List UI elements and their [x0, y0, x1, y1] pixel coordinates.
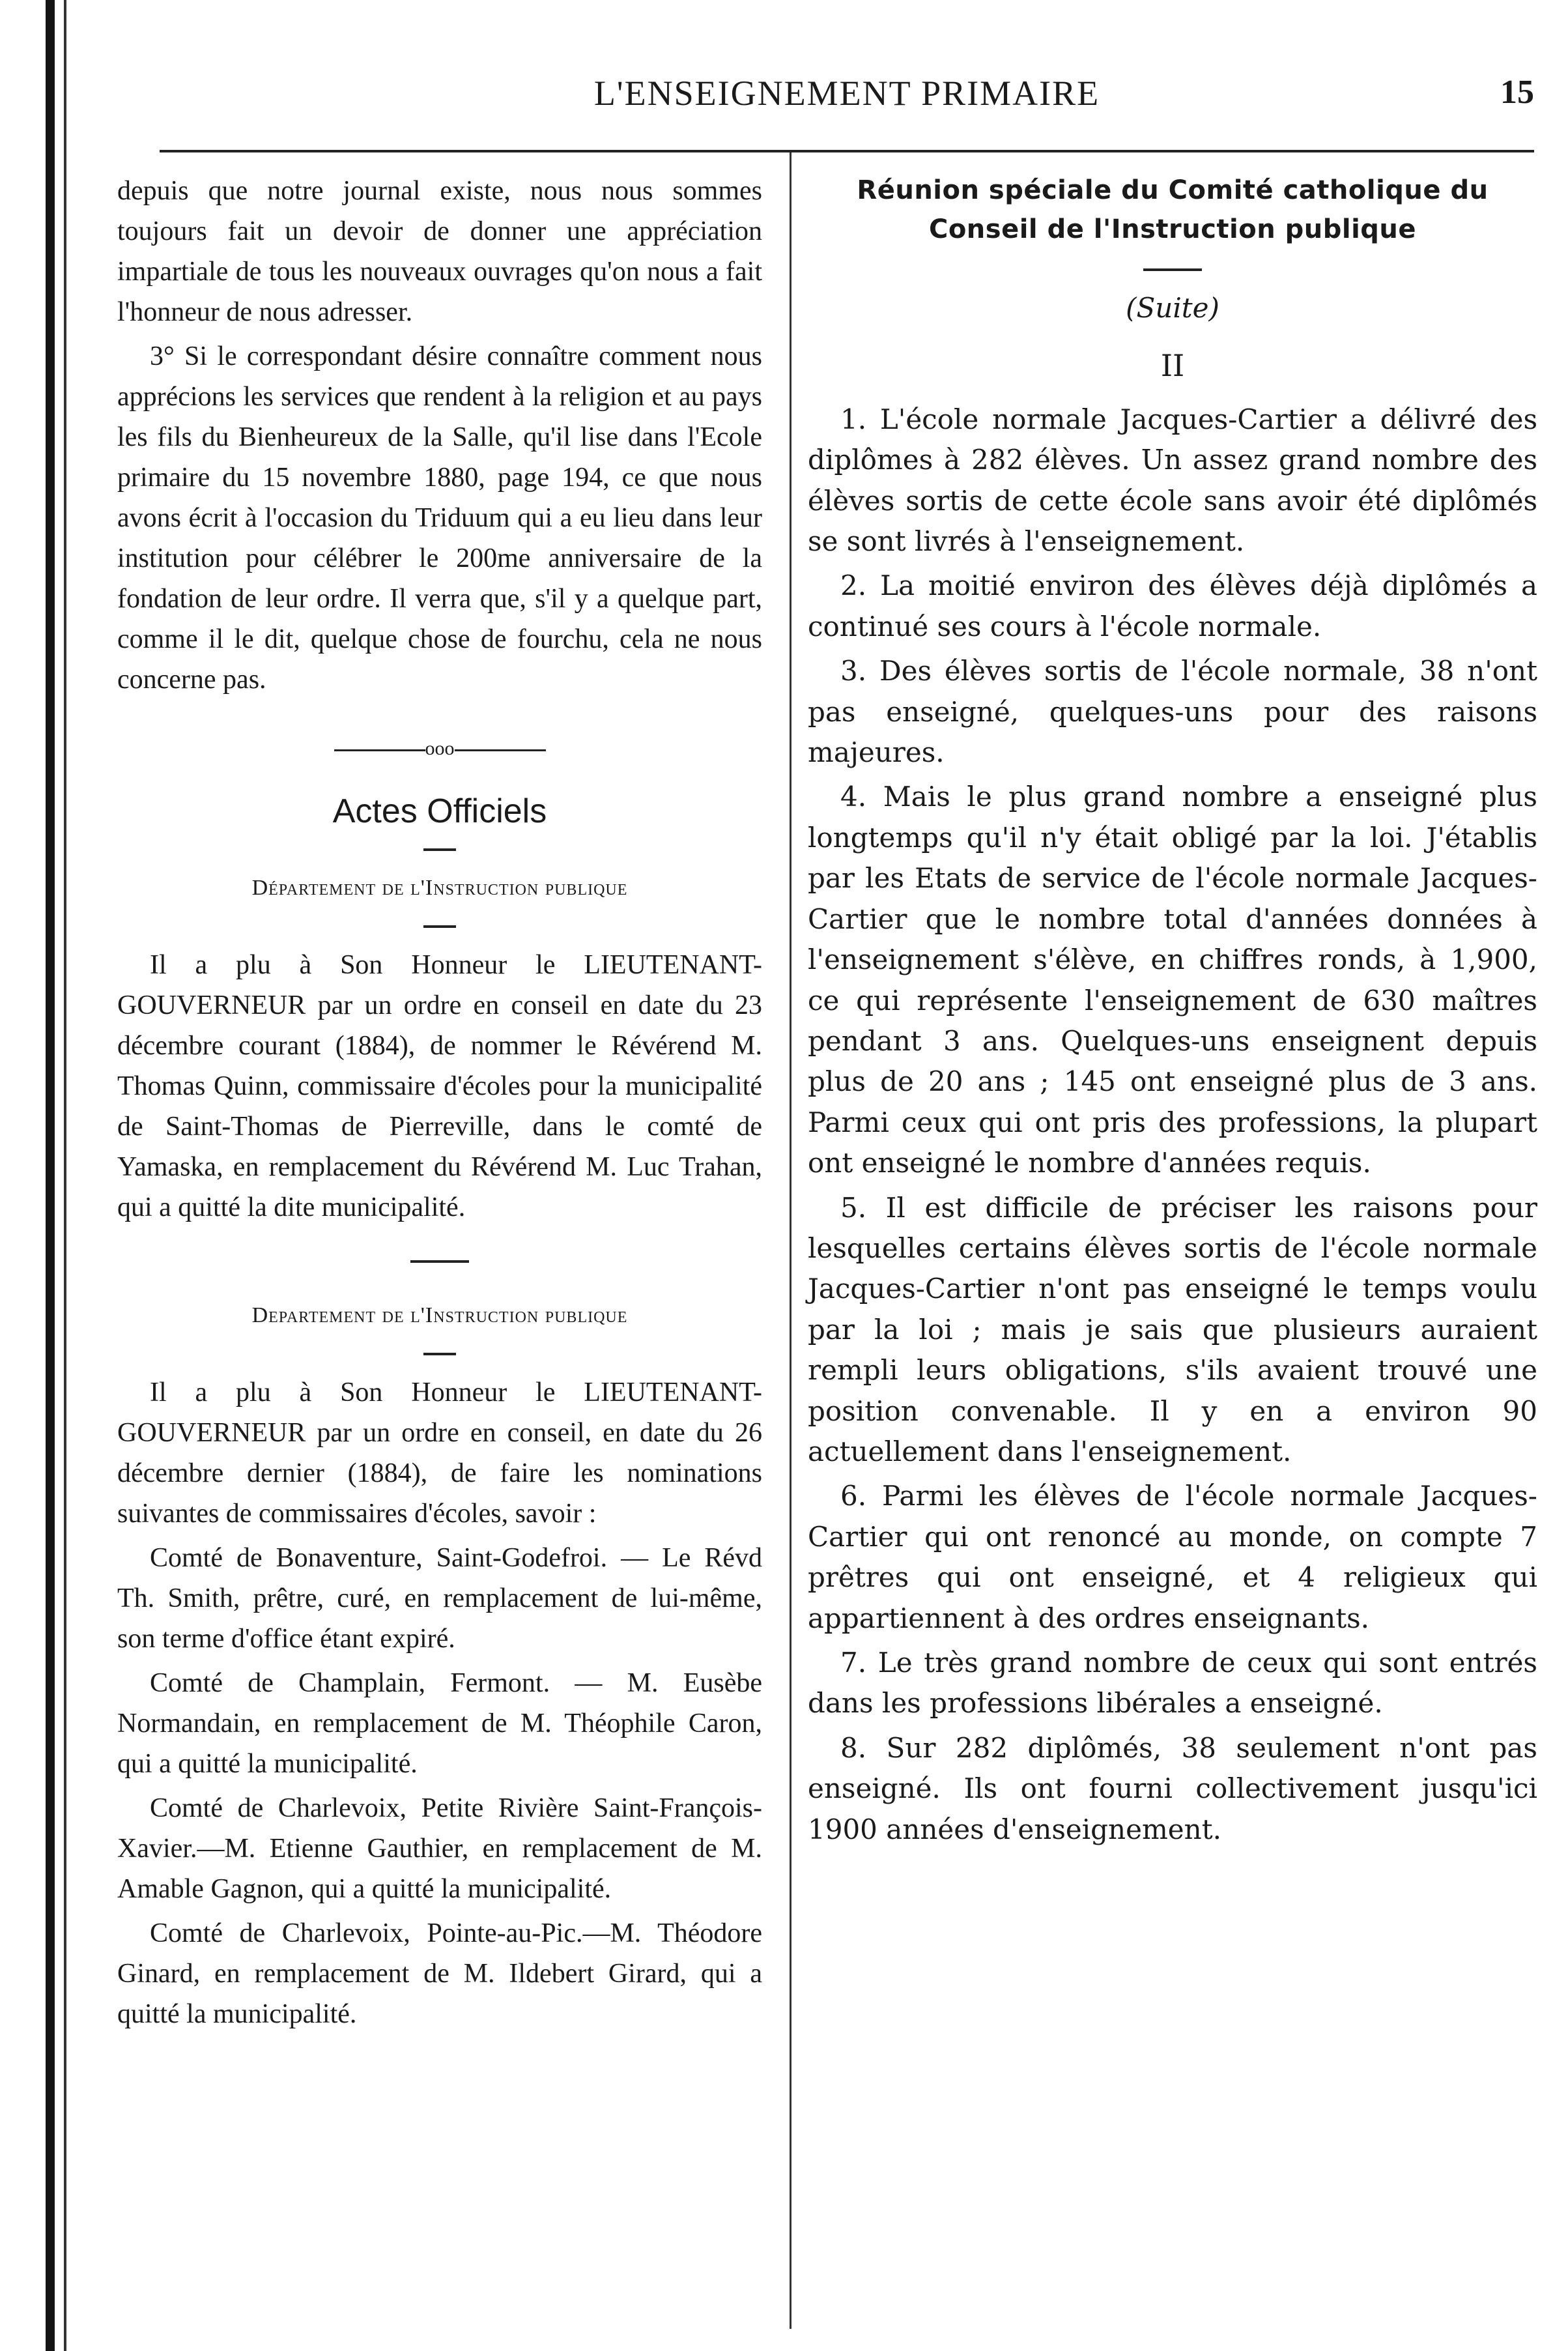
- page-binding-edge: [46, 0, 55, 2351]
- section-number: II: [1160, 348, 1185, 384]
- nomination-item: Comté de Charlevoix, Petite Rivière Saint-François-Xavier.—M. Etienne Gauthier, en remplacement de M. Amable Gagnon, qui a quitté la municipalité.: [117, 1793, 762, 1904]
- page-binding-line: [64, 0, 66, 2351]
- numbered-item: 7. Le très grand nombre de ceux qui sont entrés dans les professions libérales a enseigné.: [808, 1647, 1537, 1720]
- page-header: [160, 73, 1534, 125]
- numbered-item: 5. Il est difficile de préciser les raisons pour lesquelles certains élèves sortis de l'école normale Jacques-Cartier n'ont pas enseigné le temps voulu par la loi ; mais je sais que plusieurs auraient rempli leurs obligations, s'ils avaient trouvé une position convenable. Il y en a environ 90 actuellement dans l'enseignement.: [808, 1191, 1537, 1467]
- separator-line-right: [455, 749, 546, 751]
- numbered-item: 8. Sur 282 diplômés, 38 seulement n'ont pas enseigné. Ils ont fourni collectivement jusqu'ici 1900 années d'enseignement.: [808, 1731, 1537, 1845]
- column-divider: [790, 152, 791, 2329]
- running-title: L'ENSEIGNEMENT PRIMAIRE: [593, 74, 1100, 113]
- numbered-item: 6. Parmi les élèves de l'école normale Jacques-Cartier qui ont renoncé au monde, on compte 7 prêtres qui ont enseigné, et 4 religieux qui appartiennent à des ordres enseignants.: [808, 1480, 1537, 1634]
- numbered-item: 4. Mais le plus grand nombre a enseigné plus longtemps qu'il n'y était obligé par la loi. J'établis par les Etats de service de l'école normale Jacques-Cartier que le nombre total d'années données à l'enseignement s'élève, en chiffres ronds, à 1,900, ce qui représente l'enseignement de 630 maîtres pendant 3 ans. Quelques-uns enseignent depuis plus de 20 ans ; 145 ont enseigné plus de 3 ans. Parmi ceux qui ont pris des professions, la plupart ont enseigné le nombre d'années requis.: [808, 781, 1537, 1179]
- nomination-item: Comté de Charlevoix, Pointe-au-Pic.—M. Théodore Ginard, en remplacement de M. Ildebert Girard, qui a quitté la municipalité.: [117, 1918, 762, 2029]
- separator-line-left: [334, 749, 425, 751]
- short-rule: [423, 848, 456, 851]
- separator-label: ooo: [425, 738, 455, 759]
- left-column: [117, 171, 762, 2038]
- dept-heading-2: Departement de l'Instruction publique: [251, 1303, 628, 1327]
- numbered-item: 2. La moitié environ des élèves déjà diplômés a continué ses cours à l'école normale.: [808, 570, 1537, 642]
- numbered-item: 3. Des élèves sortis de l'école normale, 38 n'ont pas enseigné, quelques-uns pour des raisons majeures.: [808, 655, 1537, 769]
- dept-1-body: Il a plu à Son Honneur le LIEUTENANT-GOUVERNEUR par un ordre en conseil en date du 23 décembre courant (1884), de nommer le Révérend M. Thomas Quinn, commissaire d'écoles pour la municipalité de Saint-Thomas de Pierreville, dans le comté de Yamaska, en remplacement du Révérend M. Luc Trahan, qui a quitté la dite municipalité.: [117, 950, 762, 1222]
- header-rule: [160, 150, 1534, 152]
- dept-heading-1: Département de l'Instruction publique: [251, 876, 628, 900]
- numbered-item: 1. L'école normale Jacques-Cartier a délivré des diplômes à 282 élèves. Un assez grand nombre des élèves sortis de cette école sans avoir été diplômés se sont livrés à l'enseignement.: [808, 403, 1537, 558]
- section-rule: [410, 1260, 469, 1263]
- continuation-paragraph: depuis que notre journal existe, nous nous sommes toujours fait un devoir de donner une appréciation impartiale de tous les nouveaux ouvrages qu'on nous a fait l'honneur de nous adresser.: [117, 176, 762, 327]
- actes-officiels-title: Actes Officiels: [332, 792, 547, 830]
- meeting-title: Réunion spéciale du Comité catholique du Conseil de l'Instruction publique: [857, 175, 1489, 244]
- short-rule: [1143, 268, 1202, 271]
- suite-label: (Suite): [1126, 292, 1219, 324]
- nomination-item: Comté de Bonaventure, Saint-Godefroi. — Le Révd Th. Smith, prêtre, curé, en remplacement de lui-même, son terme d'office étant expiré.: [117, 1543, 762, 1654]
- short-rule: [423, 1353, 456, 1355]
- dept-2-body: Il a plu à Son Honneur le LIEUTENANT-GOUVERNEUR par un ordre en conseil, en date du 26 décembre dernier (1884), de faire les nominations suivantes de commissaires d'écoles, savoir :: [117, 1377, 762, 1529]
- page-number: 15: [1500, 74, 1534, 111]
- separator: [117, 728, 762, 769]
- right-column: [808, 171, 1537, 1854]
- nomination-item: Comté de Champlain, Fermont. — M. Eusèbe Normandain, en remplacement de M. Théophile Caron, qui a quitté la municipalité.: [117, 1668, 762, 1779]
- point-3-paragraph: 3° Si le correspondant désire connaître comment nous apprécions les services que rendent à la religion et au pays les fils du Bienheureux de la Salle, qu'il lise dans l'Ecole primaire du 15 novembre 1880, page 194, ce que nous avons écrit à l'occasion du Triduum qui a eu lieu dans leur institution pour célébrer le 200me anniversaire de la fondation de leur ordre. Il verra que, s'il y a quelque part, comme il le dit, quelque chose de fourchu, cela ne nous concerne pas.: [117, 341, 762, 695]
- short-rule: [423, 925, 456, 928]
